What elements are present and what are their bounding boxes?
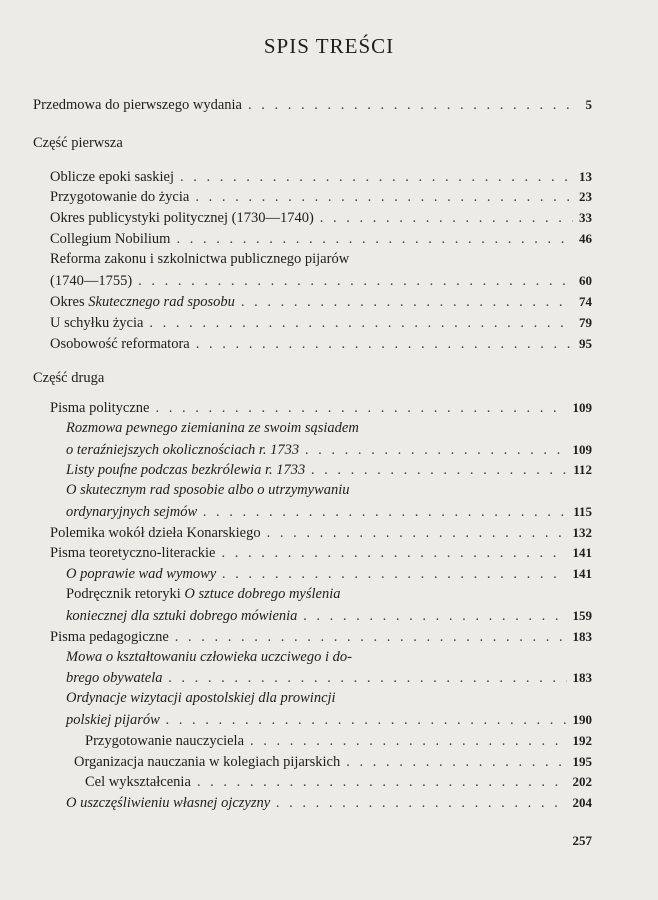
page-number: 95 xyxy=(579,336,592,351)
leader-dots xyxy=(311,461,567,480)
toc-entry xyxy=(50,627,592,647)
page-number: 109 xyxy=(572,442,592,457)
toc-entry xyxy=(66,710,592,730)
page-number: 79 xyxy=(579,315,592,330)
toc-entry xyxy=(50,271,592,291)
page-number: 60 xyxy=(579,273,592,288)
toc-entry xyxy=(50,229,592,249)
entry-text-line1: Reforma zakonu i szkolnictwa publicznego pijarów xyxy=(50,251,350,267)
page-number: 112 xyxy=(573,462,592,477)
page-number: 5 xyxy=(585,97,592,112)
toc-entry xyxy=(50,398,592,418)
toc-entry xyxy=(66,502,592,522)
leader-dots xyxy=(175,628,567,647)
toc-entry xyxy=(66,606,592,626)
leader-dots xyxy=(241,293,573,312)
entry-text-line1: O skutecznym rad sposobie albo o utrzymywaniu xyxy=(66,482,350,498)
entry-text: O poprawie wad wymowy xyxy=(66,566,217,582)
leader-dots xyxy=(346,753,566,772)
page-number: 183 xyxy=(572,629,592,644)
toc-entry xyxy=(50,313,592,333)
entry-text: ordynaryjnych sejmów xyxy=(66,504,198,520)
toc-entry xyxy=(50,543,592,563)
part-heading-1: Część pierwsza xyxy=(33,135,123,151)
toc-entry xyxy=(66,668,592,688)
page-number: 132 xyxy=(572,525,592,540)
page-number: 115 xyxy=(573,504,592,519)
entry-text-line1: Mowa o kształtowaniu człowieka uczciwego i do- xyxy=(66,649,352,665)
entry-text-plain: Okres xyxy=(50,294,89,310)
entry-text: brego obywatela xyxy=(66,670,163,686)
page-number: 192 xyxy=(572,733,592,748)
entry-text: Przygotowanie do życia xyxy=(50,189,190,205)
leader-dots xyxy=(320,209,573,228)
toc-entry xyxy=(85,731,592,751)
part-heading-2: Część druga xyxy=(33,370,105,386)
entry-text: Osobowość reformatora xyxy=(50,336,190,352)
leader-dots xyxy=(169,669,567,688)
leader-dots xyxy=(138,272,573,291)
entry-text: Pisma teoretyczno-literackie xyxy=(50,545,216,561)
leader-dots xyxy=(305,441,566,460)
leader-dots xyxy=(180,168,573,187)
page-number: 141 xyxy=(572,566,592,581)
toc-entry xyxy=(50,208,592,228)
page-number: 159 xyxy=(572,608,592,623)
entry-text: Pisma pedagogiczne xyxy=(50,629,169,645)
entry-text: Cel wykształcenia xyxy=(85,774,191,790)
entry-text-line1 xyxy=(66,585,341,604)
page-number: 183 xyxy=(572,670,592,685)
toc-entry-preface xyxy=(33,95,592,115)
toc-entry xyxy=(50,334,592,354)
leader-dots xyxy=(149,314,573,333)
entry-text: Organizacja nauczania w kolegiach pijarskich xyxy=(74,754,341,770)
toc-entry xyxy=(50,523,592,543)
toc-entry xyxy=(66,564,592,584)
leader-dots xyxy=(303,607,566,626)
leader-dots xyxy=(196,335,573,354)
leader-dots xyxy=(155,399,566,418)
entry-text-italic: O sztuce dobrego myślenia xyxy=(184,586,341,602)
leader-dots xyxy=(195,188,573,207)
toc-entry xyxy=(74,752,592,772)
page-number: 13 xyxy=(579,169,592,184)
entry-text-plain: Podręcznik retoryki xyxy=(66,586,185,602)
toc-entry xyxy=(50,292,592,312)
page-number: 204 xyxy=(572,795,592,810)
page-number: 202 xyxy=(572,774,592,789)
leader-dots xyxy=(166,711,567,730)
toc-entry xyxy=(66,793,592,813)
leader-dots xyxy=(203,503,567,522)
leader-dots xyxy=(267,524,567,543)
entry-text: Przygotowanie nauczyciela xyxy=(85,733,245,749)
folio-page-number: 257 xyxy=(572,833,592,848)
entry-text: o teraźniejszych okolicznościach r. 1733 xyxy=(66,442,300,458)
toc-entry xyxy=(50,187,592,207)
entry-text: Collegium Nobilium xyxy=(50,231,171,247)
entry-text: O uszczęśliwieniu własnej ojczyzny xyxy=(66,795,271,811)
leader-dots xyxy=(248,96,580,115)
toc-entry xyxy=(66,440,592,460)
entry-text: Oblicze epoki saskiej xyxy=(50,169,175,185)
entry-text: U schyłku życia xyxy=(50,315,144,331)
entry-text: Listy poufne podczas bezkrólewia r. 1733 xyxy=(66,462,306,478)
page-number: 23 xyxy=(579,189,592,204)
entry-text-line1: Ordynacje wizytacji apostolskiej dla prowincji xyxy=(66,690,336,706)
entry-text: Okres publicystyki politycznej (1730—1740) xyxy=(50,210,314,226)
page-number: 33 xyxy=(579,210,592,225)
toc-entry xyxy=(50,167,592,187)
page-number: 190 xyxy=(572,712,592,727)
leader-dots xyxy=(250,732,566,751)
toc-entry xyxy=(85,772,592,792)
page-number: 109 xyxy=(572,400,592,415)
entry-text: Polemika wokół dzieła Konarskiego xyxy=(50,525,261,541)
entry-text xyxy=(50,293,235,312)
entry-text-line1: Rozmowa pewnego ziemianina ze swoim sąsiadem xyxy=(66,420,359,436)
entry-text: Przedmowa do pierwszego wydania xyxy=(33,97,242,113)
page-number: 74 xyxy=(579,294,592,309)
page-number: 195 xyxy=(572,754,592,769)
entry-text: Pisma polityczne xyxy=(50,400,150,416)
toc-entry xyxy=(66,460,592,480)
entry-text: (1740—1755) xyxy=(50,273,133,289)
leader-dots xyxy=(276,794,566,813)
page-number: 141 xyxy=(572,545,592,560)
entry-text: polskiej pijarów xyxy=(66,712,160,728)
page-title: SPIS TREŚCI xyxy=(263,34,395,58)
leader-dots xyxy=(176,230,573,249)
page-number: 46 xyxy=(579,231,592,246)
entry-text-italic: Skutecznego rad sposobu xyxy=(88,294,235,310)
leader-dots xyxy=(221,544,566,563)
leader-dots xyxy=(197,773,567,792)
leader-dots xyxy=(222,565,566,584)
entry-text: koniecznej dla sztuki dobrego mówienia xyxy=(66,608,298,624)
